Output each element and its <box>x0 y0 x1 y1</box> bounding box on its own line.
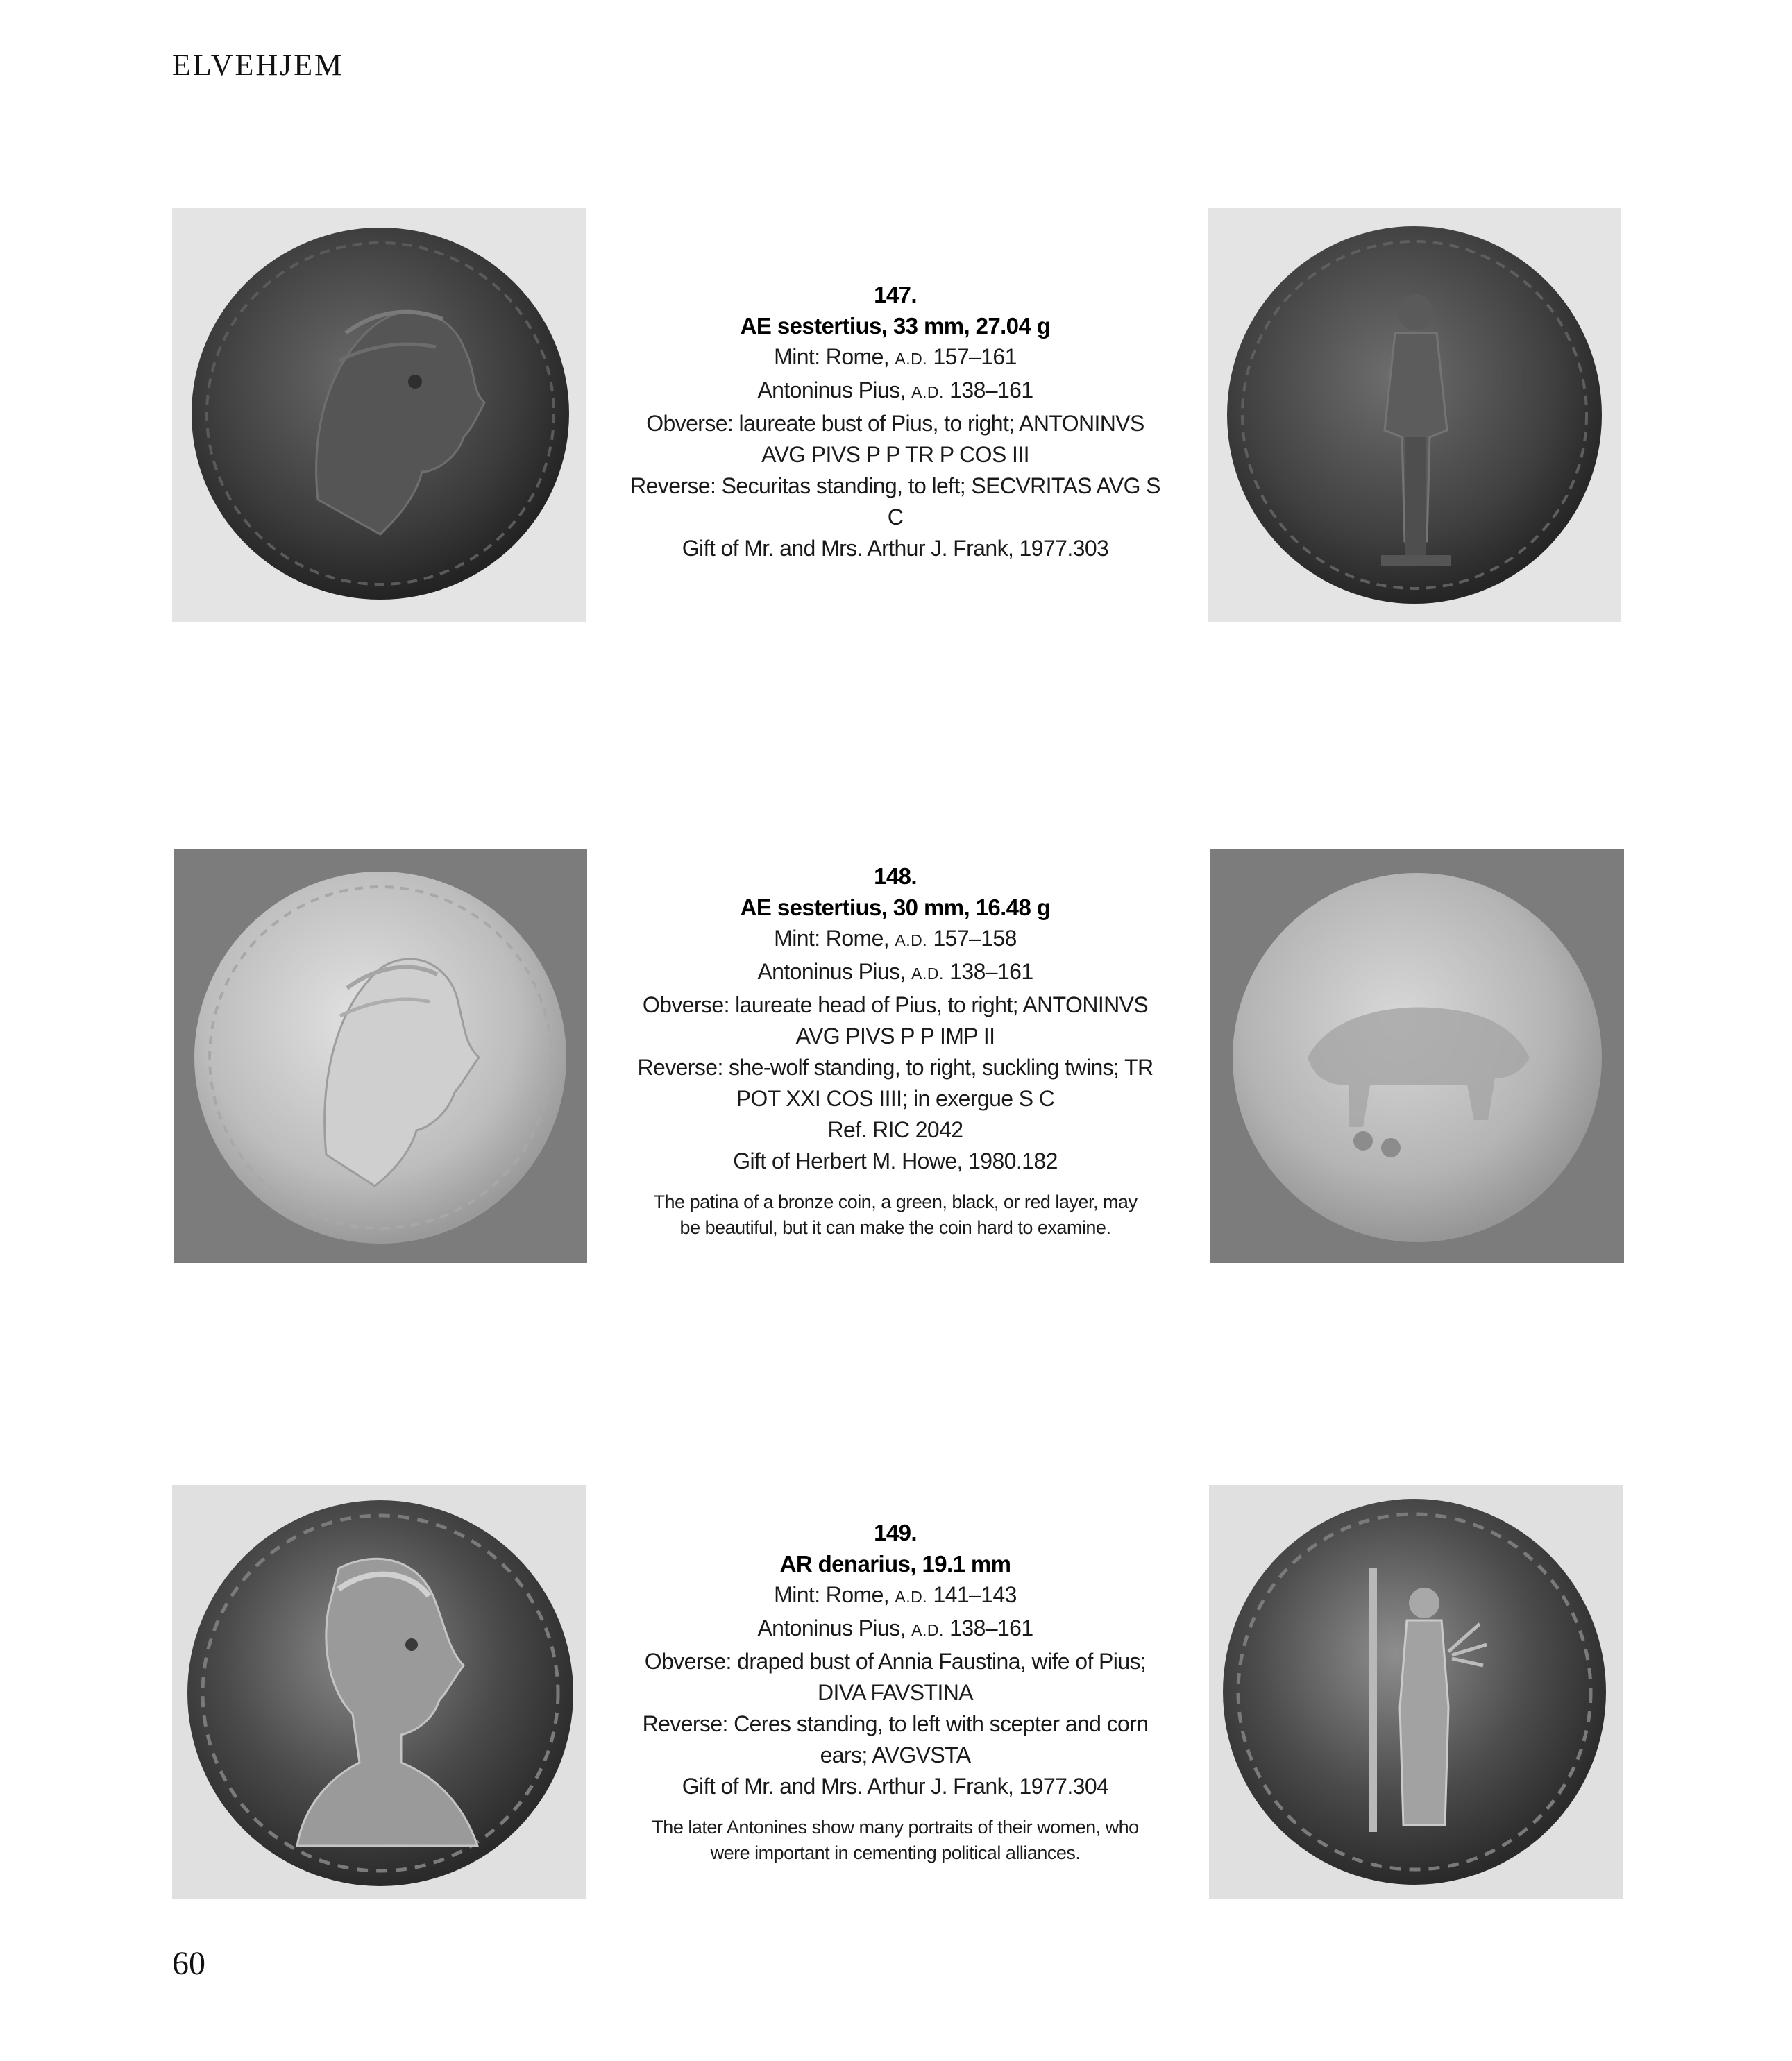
obverse-line-1: Obverse: draped bust of Annia Faustina, wife of Pius; <box>644 1649 1147 1674</box>
entry-title: AE sestertius, 30 mm, 16.48 g <box>740 894 1051 920</box>
entry-title: AE sestertius, 33 mm, 27.04 g <box>740 313 1051 339</box>
ceres-standing-coin-icon <box>1209 1485 1623 1899</box>
coin-149-obverse-photo <box>172 1485 586 1899</box>
coin-147-obverse-photo <box>172 208 586 622</box>
entry-number: 148. <box>874 863 917 889</box>
entry-number: 147. <box>874 282 917 307</box>
coin-148-reverse-photo <box>1210 849 1624 1263</box>
coin-147-reverse-photo <box>1208 208 1621 622</box>
gift-line: Gift of Herbert M. Howe, 1980.182 <box>733 1148 1058 1173</box>
reverse-line-1: Reverse: she-wolf standing, to right, suckling twins; TR <box>637 1055 1153 1080</box>
reverse-line-2: ears; AVGVSTA <box>820 1742 971 1767</box>
obverse-line-2: AVG PIVS P P IMP II <box>795 1024 995 1049</box>
she-wolf-coin-icon <box>1210 849 1624 1263</box>
laureate-bust-coin-icon <box>172 208 586 622</box>
standing-figure-coin-icon <box>1208 208 1621 622</box>
gift-line: Gift of Mr. and Mrs. Arthur J. Frank, 1977.304 <box>682 1774 1109 1799</box>
obverse-line-1: Obverse: laureate head of Pius, to right; ANTONINVS <box>642 992 1149 1017</box>
running-head: ELVEHJEM <box>172 48 344 82</box>
entry-number: 149. <box>874 1520 917 1545</box>
ruler-line: Antoninus Pius, A.D. 138–161 <box>757 1615 1033 1640</box>
page-number: 60 <box>172 1945 205 1982</box>
mint-line: Mint: Rome, A.D. 157–161 <box>774 344 1017 369</box>
ruler-line: Antoninus Pius, A.D. 138–161 <box>757 378 1033 402</box>
obverse-line-2: DIVA FAVSTINA <box>818 1680 973 1705</box>
mint-line: Mint: Rome, A.D. 141–143 <box>774 1582 1017 1607</box>
obverse-line-2: AVG PIVS P P TR P COS III <box>761 442 1029 467</box>
laureate-head-coin-icon <box>174 849 587 1263</box>
gift-line: Gift of Mr. and Mrs. Arthur J. Frank, 1977.303 <box>682 536 1109 561</box>
catalog-entry-147 <box>621 279 1169 564</box>
catalog-entry-149 <box>621 1517 1169 1866</box>
reverse-line-1: Reverse: Ceres standing, to left with scepter and corn <box>642 1711 1149 1736</box>
obverse-line-1: Obverse: laureate bust of Pius, to right; ANTONINVS <box>646 411 1144 436</box>
coin-149-reverse-photo <box>1209 1485 1623 1899</box>
reverse-line-1: Reverse: Securitas standing, to left; SECVRITAS AVG S C <box>630 473 1160 529</box>
draped-bust-coin-icon <box>172 1485 586 1899</box>
reference-line: Ref. RIC 2042 <box>827 1117 963 1142</box>
caption-text: The patina of a bronze coin, a green, black, or red layer, may be beautiful, but it can make the coin hard to examine. <box>653 1191 1138 1238</box>
caption-text: The later Antonines show many portraits of their women, who were important in cementing political alliances. <box>652 1817 1139 1863</box>
mint-line: Mint: Rome, A.D. 157–158 <box>774 926 1017 951</box>
ruler-line: Antoninus Pius, A.D. 138–161 <box>757 959 1033 984</box>
entry-title: AR denarius, 19.1 mm <box>779 1551 1011 1577</box>
reverse-line-2: POT XXI COS IIII; in exergue S C <box>736 1086 1055 1111</box>
coin-148-obverse-photo <box>174 849 587 1263</box>
catalog-entry-148 <box>621 860 1169 1241</box>
